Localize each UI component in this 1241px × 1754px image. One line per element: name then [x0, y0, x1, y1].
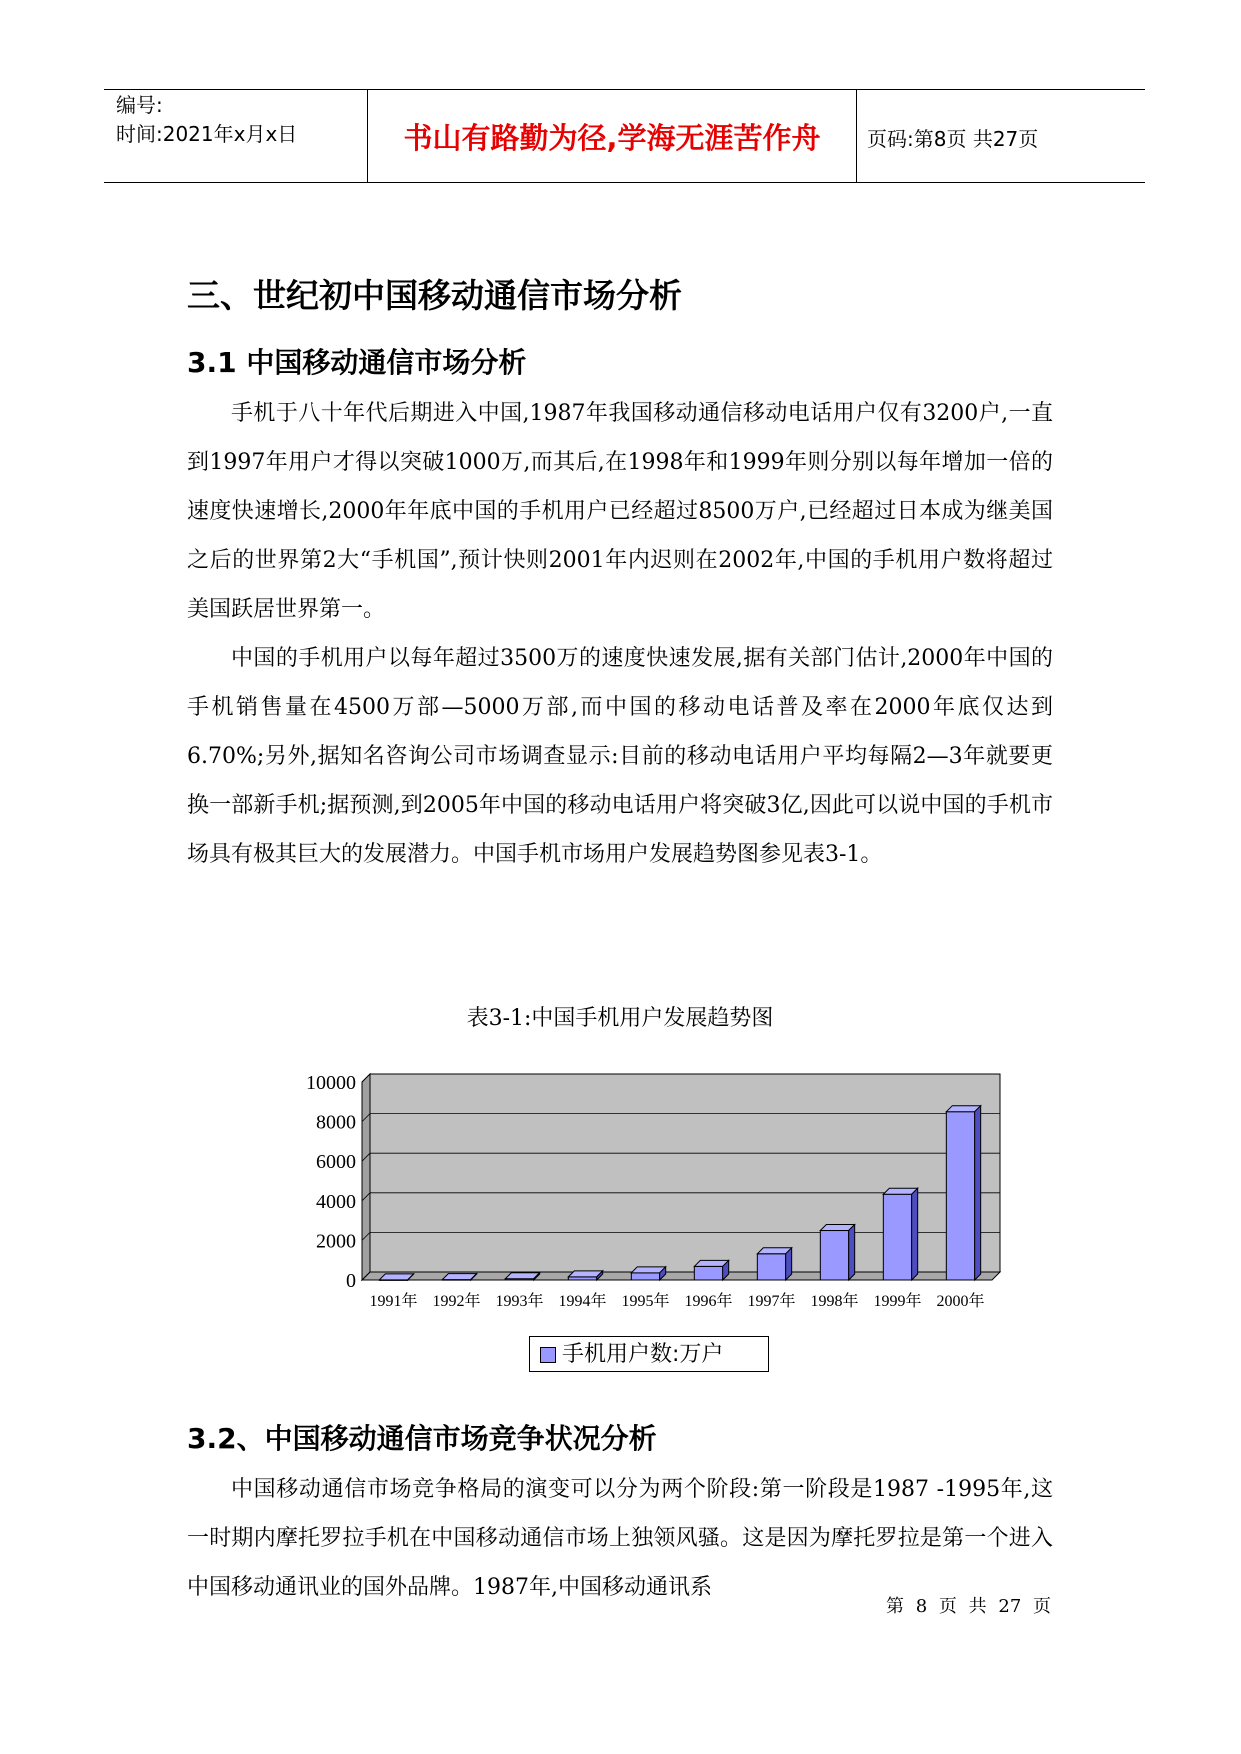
x-tick-label: 1999年 — [873, 1293, 922, 1310]
header-left-block — [116, 91, 297, 149]
x-tick-label: 1998年 — [810, 1293, 859, 1310]
bar-chart — [292, 1068, 1012, 1328]
bar — [946, 1112, 974, 1280]
bar — [757, 1254, 785, 1280]
x-tick-label: 1995年 — [621, 1293, 670, 1310]
y-tick-label: 6000 — [316, 1151, 356, 1174]
bar — [631, 1273, 659, 1280]
header-divider-right — [856, 89, 857, 182]
x-tick-label: 1993年 — [495, 1293, 544, 1310]
y-tick-label: 8000 — [316, 1111, 356, 1134]
paragraph-3: 中国移动通信市场竞争格局的演变可以分为两个阶段:第一阶段是1987 -1995年,这一时期内摩托罗拉手机在中国移动通信市场上独领风骚。这是因为摩托罗拉是第一个进入中国移动通讯业的国外品牌。1987年,中国移动通讯系 — [187, 1477, 1053, 1600]
time-label: 时间:2021年x月x日 — [116, 122, 298, 146]
paragraph-1: 手机于八十年代后期进入中国,1987年我国移动通信移动电话用户仅有3200户,一直到1997年用户才得以突破1000万,而其后,在1998年和1999年则分别以每年增加一倍的速度快速增长,2000年年底中国的手机用户已经超过8500万户,已经超过日本成为继美国之后的世界第2大“手机国”,预计快则2001年内迟则在2002年,中国的手机用户数将超过美国跃居世界第一。 — [187, 401, 1053, 622]
header-bottom-rule — [104, 182, 1145, 183]
bar — [820, 1231, 848, 1280]
bar-side — [786, 1248, 792, 1280]
x-tick-label: 1992年 — [432, 1293, 481, 1310]
x-tick-label: 1997年 — [747, 1293, 796, 1310]
y-tick-label: 0 — [346, 1270, 356, 1292]
y-tick-label: 2000 — [316, 1230, 356, 1253]
section-title: 三、世纪初中国移动通信市场分析 — [187, 276, 682, 315]
paragraph-2: 中国的手机用户以每年超过3500万的速度快速发展,据有关部门估计,2000年中国的手机销售量在4500万部—5000万部,而中国的移动电话普及率在2000年底仅达到6.70%;另外,据知名咨询公司市场调查显示:目前的移动电话用户平均每隔2—3年就要更换一部新手机;据预测,到2005年中国的移动电话用户将突破3亿,因此可以说中国的手机市场具有极其巨大的发展潜力。中国手机市场用户发展趋势图参见表3-1。 — [187, 646, 1053, 867]
subsection-title-3-1: 3.1 中国移动通信市场分析 — [187, 346, 527, 379]
x-tick-label: 1996年 — [684, 1293, 733, 1310]
x-tick-label: 2000年 — [936, 1293, 985, 1310]
bar-side — [975, 1106, 981, 1280]
legend-swatch — [540, 1347, 556, 1363]
legend-label: 手机用户数:万户 — [562, 1342, 724, 1367]
bar-side — [912, 1188, 918, 1280]
header-page-info: 页码:第8页 共27页 — [867, 127, 1039, 151]
bar — [883, 1194, 911, 1280]
bar-side — [849, 1225, 855, 1280]
bar — [694, 1266, 722, 1280]
x-tick-label: 1991年 — [369, 1293, 418, 1310]
chart-title: 表3-1:中国手机用户发展趋势图 — [466, 1006, 774, 1031]
header-motto: 书山有路勤为径,学海无涯苦作舟 — [403, 121, 821, 155]
number-label: 编号: — [116, 93, 163, 117]
x-tick-label: 1994年 — [558, 1293, 607, 1310]
chart-container — [292, 1068, 1012, 1328]
y-tick-label: 10000 — [306, 1072, 356, 1094]
subsection-title-3-2: 3.2、中国移动通信市场竞争状况分析 — [187, 1422, 657, 1455]
plot-side-wall — [362, 1074, 370, 1280]
y-tick-label: 4000 — [316, 1190, 356, 1213]
page-footer: 第 8 页 共 27 页 — [886, 1596, 1051, 1617]
chart-legend — [529, 1336, 769, 1372]
header-top-rule — [104, 89, 1145, 90]
